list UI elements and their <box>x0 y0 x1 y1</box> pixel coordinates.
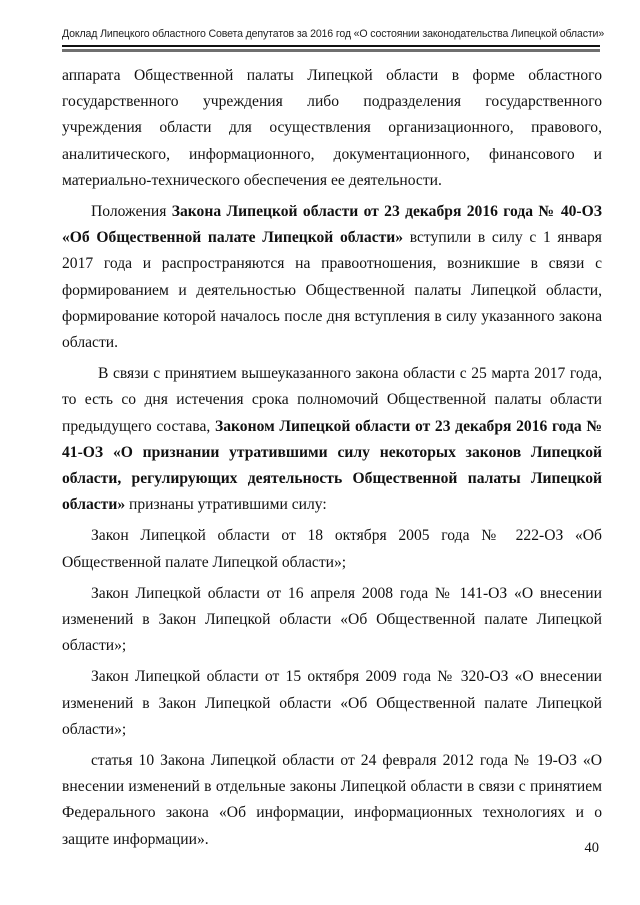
header-divider <box>62 45 600 47</box>
paragraph-text: статья 10 Закона Липецкой области от 24 февраля 2012 года № 19-ОЗ «О внесении изменений в отдельные законы Липецкой области в связи с принятием Федерального закона «Об информации, информационных технологиях и о защите информации». <box>62 752 602 848</box>
document-body <box>62 63 602 853</box>
paragraph-text: Закон Липецкой области от 15 октября 2009 года № 320-ОЗ «О внесении изменений в Закон Липецкой области «Об Общественной палате Липецкой области»; <box>62 668 602 738</box>
paragraph-text: В связи с принятием вышеуказанного закона области с 25 марта 2017 года, то есть со дня истечения срока полномочий Общественной палаты области предыдущего состава, <box>62 365 602 435</box>
paragraph-law-40-oz <box>62 199 602 356</box>
paragraph-text: аппарата Общественной палаты Липецкой области в форме областного государственного учреждения либо подразделения государственного учреждения области для осуществления организационного, правового, аналитического, информационного, документационного, финансового и материально-технического обеспечения ее деятельности. <box>62 67 602 189</box>
paragraph-text: Положения <box>91 203 172 221</box>
running-header: Доклад Липецкого областного Совета депутатов за 2016 год «О состоянии законодательства Липецкой области» <box>62 28 605 40</box>
list-item-repealed-law <box>62 581 602 660</box>
law-citation: Законом Липецкой области от 23 декабря 2016 года № 41-ОЗ «О признании утратившими силу некоторых законов Липецкой области, регулирующих деятельность Общественной палаты Липецкой области» <box>62 417 602 514</box>
paragraph-law-41-oz <box>62 361 602 518</box>
paragraph-text: признаны утратившими силу: <box>125 496 327 514</box>
paragraph-text: вступили в силу с 1 января 2017 года и распространяются на правоотношения, возникшие в связи с формированием и деятельностью Общественной палаты Липецкой области, формирование которой началось после дня вступления в силу указанного закона области. <box>62 229 602 352</box>
paragraph-continuation <box>62 63 602 194</box>
list-item-repealed-law <box>62 523 602 575</box>
list-item-repealed-law <box>62 664 602 743</box>
list-item-repealed-article <box>62 748 602 853</box>
law-citation: Закона Липецкой области от 23 декабря 2016 года № 40-ОЗ «Об Общественной палате Липецкой области» <box>62 203 602 247</box>
paragraph-text: Закон Липецкой области от 18 октября 2005 года № 222-ОЗ «Об Общественной палате Липецкой области»; <box>62 527 602 571</box>
paragraph-text: Закон Липецкой области от 16 апреля 2008 года № 141-ОЗ «О внесении изменений в Закон Липецкой области «Об Общественной палате Липецкой области»; <box>62 584 602 655</box>
page-number: 40 <box>584 840 599 856</box>
